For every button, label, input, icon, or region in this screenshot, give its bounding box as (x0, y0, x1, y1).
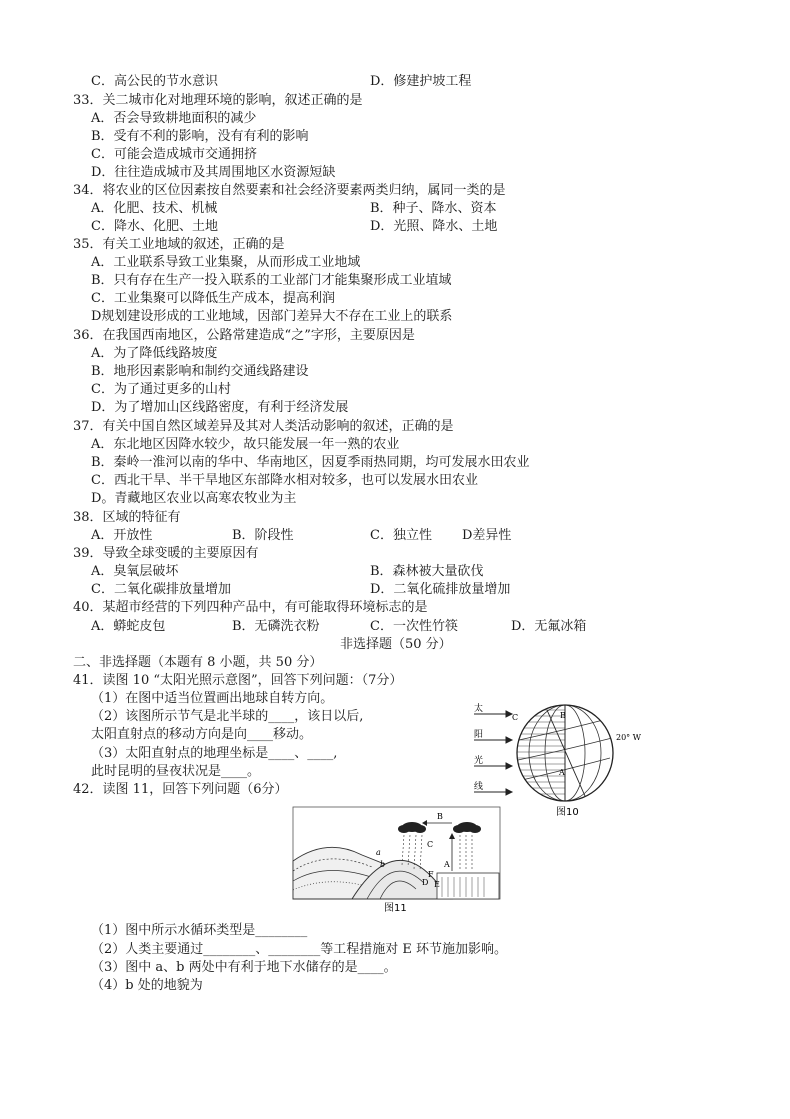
q32-option-c: C．高公民的节水意识 (91, 74, 218, 89)
q38-stem: 38．区域的特征有 (73, 510, 181, 525)
q42-line-1: （1）图中所示水循环类型是________ (91, 923, 308, 938)
q34-option-a: A．化肥、技术、机械 (91, 201, 218, 216)
q41-line-5: 此时昆明的昼夜状况是____。 (91, 764, 261, 779)
sun-char-2: 阳 (474, 730, 484, 740)
sun-char-4: 线 (474, 782, 484, 792)
sun-char-3: 光 (474, 756, 484, 766)
q35-option-c: C．工业集聚可以降低生产成本，提高利润 (91, 291, 335, 306)
q39-option-a: A．臭氧层破坏 (91, 564, 179, 579)
label-e-cap: E (434, 880, 440, 889)
q35-option-b: B．只有存在生产一投入联系的工业部门才能集聚形成工业埴域 (91, 273, 452, 288)
q40-stem: 40．某超市经营的下列四种产品中，有可能取得环境标志的是 (73, 600, 428, 615)
q37-option-c: C．西北干旱、半干旱地区东部降水相对较多，也可以发展水田农业 (91, 473, 478, 488)
section-center-title: 非选择题（50 分） (340, 637, 452, 652)
q41-line-2: （2）该图所示节气是北半球的____，该日以后, (91, 709, 364, 724)
earth-axis (547, 710, 585, 796)
q41-line-3: 太阳直射点的移动方向是向____移动。 (91, 727, 313, 742)
label-a-small: a (376, 848, 381, 857)
q34-option-b: B．种子、降水、资本 (370, 201, 497, 216)
q36-option-a: A．为了降低线路坡度 (91, 346, 218, 361)
q39-option-c: C．二氧化碳排放量增加 (91, 582, 231, 597)
q41-stem: 41．读图 10 “太阳光照示意图”，回答下列问题：（7分） (73, 673, 403, 688)
clouds (398, 822, 481, 833)
q35-stem: 35．有关工业地域的叙述，正确的是 (73, 237, 285, 252)
label-c-cap: C (427, 840, 434, 849)
q39-option-d: D．二氧化硫排放量增加 (370, 582, 511, 597)
q42-line-2: （2）人类主要通过________、________等工程措施对 E 环节施加影响。 (91, 942, 508, 957)
q37-option-b: B．秦岭一淮河以南的华中、华南地区，因夏季雨热同期，均可发展水田农业 (91, 455, 530, 470)
q33-option-b: B．受有不利的影响，没有有利的影响 (91, 129, 309, 144)
q36-stem: 36．在我国西南地区，公路常建造成“之”字形，主要原因是 (73, 328, 415, 343)
label-b-small: b (380, 860, 386, 869)
q34-stem: 34．将农业的区位因素按自然要素和社会经济要素两类归纳，属同一类的是 (73, 183, 506, 198)
q36-option-c: C．为了通过更多的山村 (91, 382, 231, 397)
figure-10-caption: 图10 (556, 807, 579, 818)
q33-stem: 33．关二城市化对地理环境的影响，叙述正确的是 (73, 93, 363, 108)
q35-option-a: A．工业联系导致工业集聚，从而形成工业地域 (91, 255, 361, 270)
label-b-cap: B (437, 812, 443, 821)
q35-option-d: D规划建设形成的工业地域，因部门差异大不存在工业上的联系 (91, 309, 453, 324)
q39-stem: 39．导致全球变暖的主要原因有 (73, 546, 259, 561)
q42-line-3: （3）图中 a、b 两处中有利于地下水储存的是____。 (91, 960, 397, 975)
label-a-cap: A (444, 860, 450, 869)
figure-10-sunlight-diagram (470, 690, 670, 822)
q32-option-d: D．修建护坡工程 (370, 74, 472, 89)
figure-11-caption: 图11 (384, 903, 407, 914)
q42-stem: 42．读图 11，回答下列问题（6分） (73, 782, 288, 797)
label-f-cap: F (428, 870, 434, 879)
figure-11-water-cycle-diagram (292, 805, 502, 917)
q41-line-1: （1）在图中适当位置画出地球自转方向。 (91, 691, 334, 706)
q33-option-c: C．可能会造成城市交通拥挤 (91, 147, 257, 162)
label-b: B (560, 711, 566, 720)
q34-option-c: C．降水、化肥、土地 (91, 219, 218, 234)
q40-option-b: B．无磷洗衣粉 (232, 619, 320, 634)
q39-option-b: B．森林被大量砍伐 (370, 564, 484, 579)
q38-option-d: D差异性 (462, 528, 512, 543)
q41-line-4: （3）太阳直射点的地理坐标是____、____, (91, 746, 338, 761)
sun-char-1: 太 (474, 704, 484, 714)
q38-option-b: B．阶段性 (232, 528, 294, 543)
q36-option-b: B．地形因素影响和制约交通线路建设 (91, 364, 309, 379)
q42-line-4: （4）b 处的地貌为 (91, 978, 203, 993)
q33-option-d: D．往往造成城市及其周围地区水资源短缺 (91, 165, 336, 180)
q40-option-c: C．一次性竹筷 (370, 619, 458, 634)
section-heading: 二、非选择题（本题有 8 小题，共 50 分） (73, 655, 323, 670)
q34-option-d: D．光照、降水、土地 (370, 219, 498, 234)
q36-option-d: D．为了增加山区线路密度，有利于经济发展 (91, 400, 349, 415)
sea-water (437, 873, 499, 899)
label-d-cap: D (422, 878, 429, 887)
label-a: A (559, 768, 565, 777)
night-side-hatching (510, 710, 570, 794)
q40-option-a: A．蟒蛇皮包 (91, 619, 166, 634)
label-longitude: 20° W (616, 733, 641, 742)
q37-option-d: D。青藏地区农业以高寒农牧业为主 (91, 491, 297, 506)
q40-option-d: D．无氟冰箱 (511, 619, 587, 634)
q38-option-c: C．独立性 (370, 528, 432, 543)
q33-option-a: A．否会导致耕地面积的减少 (91, 111, 257, 126)
q38-option-a: A．开放性 (91, 528, 153, 543)
label-c: C (512, 713, 519, 722)
q37-option-a: A．东北地区因降水较少，故只能发展一年一熟的农业 (91, 437, 400, 452)
q37-stem: 37．有关中国自然区域差异及其对人类活动影响的叙述，正确的是 (73, 419, 454, 434)
